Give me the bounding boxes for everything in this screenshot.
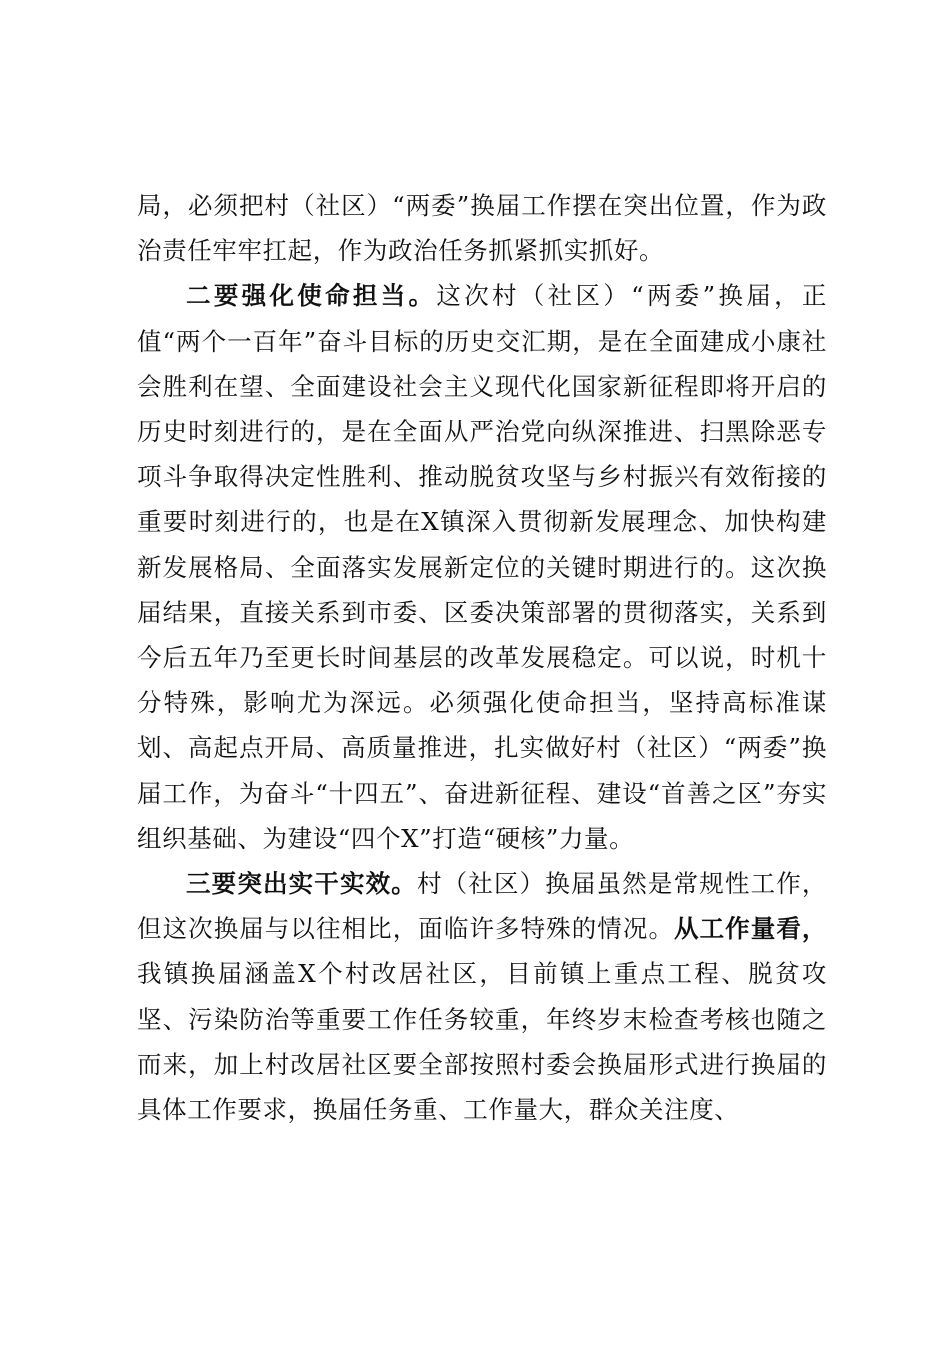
paragraph-effectiveness [137,861,827,1132]
paragraph-text: 这次村（社区）“两委”换届，正值“两个一百年”奋斗目标的历史交汇期，是在全面建成小康社会胜利在望、全面建设社会主义现代化国家新征程即将开启的历史时刻进行的，是在全面从严治党向纵深推进、扫黑除恶专项斗争取得决定性胜利、推动脱贫攻坚与乡村振兴有效衔接的重要时刻进行的，也是在X镇深入贯彻新发展理念、加快构建新发展格局、全面落实发展新定位的关键时期进行的。这次换届结果，直接关系到市委、区委决策部署的贯彻落实，关系到今后五年乃至更长时间基层的改革发展稳定。可以说，时机十分特殊，影响尤为深远。必须强化使命担当，坚持高标准谋划、高起点开局、高质量推进，扎实做好村（社区）“两委”换届工作，为奋斗“十四五”、奋进新征程、建设“首善之区”夯实组织基础、为建设“四个X”打造“硬核”力量。 [137,281,827,853]
body-text [137,183,827,1132]
paragraph-mission [137,273,827,861]
paragraph-heading: 三要突出实干实效。 [186,869,417,899]
paragraph-text: 村（社区）换届虽然是常规性工作，但这次换届与以往相比，面临许多特殊的情况。 [137,869,827,944]
paragraph-text-tail: 我镇换届涵盖X个村改居社区，目前镇上重点工程、脱贫攻坚、污染防治等重要工作任务较重，年终岁末检查考核也随之而来，加上村改居社区要全部按照村委会换届形式进行换届的具体工作要求，换届任务重、工作量大，群众关注度、 [137,959,827,1125]
paragraph-heading: 二要强化使命担当。 [186,281,437,311]
inline-bold-phrase: 从工作量看， [674,914,827,944]
paragraph-text: 局，必须把村（社区）“两委”换届工作摆在突出位置，作为政治责任牢牢扛起，作为政治任务抓紧抓实抓好。 [137,191,827,266]
paragraph-continuation [137,183,827,273]
